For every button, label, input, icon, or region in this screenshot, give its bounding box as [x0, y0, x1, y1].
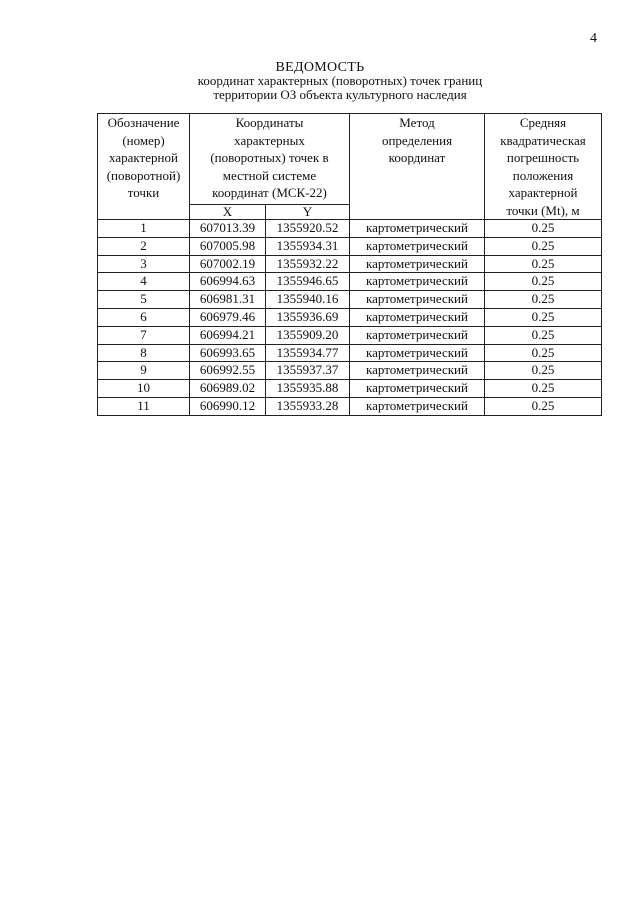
cell-point-number: 11 [98, 397, 190, 415]
cell-y: 1355935.88 [266, 380, 350, 398]
cell-point-number: 5 [98, 291, 190, 309]
cell-method: картометрический [350, 380, 485, 398]
cell-point-number: 7 [98, 326, 190, 344]
cell-x: 606981.31 [190, 291, 266, 309]
document-title: ВЕДОМОСТЬ [275, 60, 365, 75]
header-error-line: Средняя [519, 115, 567, 130]
cell-method: картометрический [350, 255, 485, 273]
cell-method: картометрический [350, 362, 485, 380]
cell-mt: 0.25 [485, 362, 602, 380]
cell-method: картометрический [350, 291, 485, 309]
cell-x: 606989.02 [190, 380, 266, 398]
header-designation-line: (поворотной) [106, 167, 181, 183]
cell-method: картометрический [350, 237, 485, 255]
document-subtitle-line1: координат характерных (поворотных) точек границ [197, 73, 483, 88]
coordinates-table [97, 113, 602, 416]
table-row [98, 220, 602, 238]
cell-x: 606993.65 [190, 344, 266, 362]
cell-x: 606994.63 [190, 273, 266, 291]
cell-x: 606990.12 [190, 397, 266, 415]
cell-method: картометрический [350, 344, 485, 362]
cell-mt: 0.25 [485, 308, 602, 326]
document-subtitle-line2: территории ОЗ объекта культурного наследия [213, 87, 467, 102]
cell-mt: 0.25 [485, 380, 602, 398]
header-coordinates-line: (поворотных) точек в [210, 150, 329, 165]
header-designation-line: точки [127, 185, 160, 200]
cell-x: 606992.55 [190, 362, 266, 380]
header-coordinates-line: координат (МСК-22) [212, 185, 327, 200]
cell-method: картометрический [350, 220, 485, 238]
cell-mt: 0.25 [485, 220, 602, 238]
cell-method: картометрический [350, 326, 485, 344]
table-row [98, 344, 602, 362]
cell-method: картометрический [350, 273, 485, 291]
table-row [98, 237, 602, 255]
cell-y: 1355934.77 [266, 344, 350, 362]
cell-method: картометрический [350, 397, 485, 415]
cell-y: 1355933.28 [266, 397, 350, 415]
header-designation-line: (номер) [122, 132, 165, 148]
cell-point-number: 8 [98, 344, 190, 362]
cell-x: 607005.98 [190, 237, 266, 255]
header-method-line: Метод [399, 115, 435, 130]
table-row [98, 273, 602, 291]
cell-point-number: 1 [98, 220, 190, 238]
table-row [98, 380, 602, 398]
table-row [98, 308, 602, 326]
header-error-line: квадратическая [500, 132, 586, 148]
header-coordinates-line: Координаты [235, 115, 304, 130]
header-designation-line: характерной [109, 150, 178, 165]
cell-mt: 0.25 [485, 255, 602, 273]
header-x: X [190, 205, 266, 220]
cell-mt: 0.25 [485, 397, 602, 415]
header-error-line: погрешность [506, 150, 580, 165]
table-row [98, 397, 602, 415]
header-designation-line: Обозначение [107, 115, 180, 130]
cell-y: 1355920.52 [266, 220, 350, 238]
header-designation [98, 114, 190, 220]
cell-y: 1355940.16 [266, 291, 350, 309]
header-y: Y [266, 205, 350, 220]
cell-x: 607013.39 [190, 220, 266, 238]
header-coordinates [190, 114, 350, 205]
header-method-line: определения [381, 132, 453, 148]
cell-y: 1355946.65 [266, 273, 350, 291]
cell-y: 1355934.31 [266, 237, 350, 255]
cell-point-number: 10 [98, 380, 190, 398]
cell-point-number: 2 [98, 237, 190, 255]
table-row [98, 255, 602, 273]
header-coordinates-line: характерных [234, 132, 305, 148]
cell-y: 1355909.20 [266, 326, 350, 344]
table-row [98, 326, 602, 344]
header-error [485, 114, 602, 220]
cell-y: 1355937.37 [266, 362, 350, 380]
table-row [98, 362, 602, 380]
cell-point-number: 9 [98, 362, 190, 380]
cell-mt: 0.25 [485, 237, 602, 255]
header-error-line: положения [512, 167, 574, 183]
table-row [98, 291, 602, 309]
cell-point-number: 4 [98, 273, 190, 291]
cell-x: 607002.19 [190, 255, 266, 273]
cell-point-number: 6 [98, 308, 190, 326]
cell-mt: 0.25 [485, 326, 602, 344]
cell-method: картометрический [350, 308, 485, 326]
cell-y: 1355932.22 [266, 255, 350, 273]
cell-mt: 0.25 [485, 291, 602, 309]
page-number: 4 [590, 31, 597, 46]
cell-mt: 0.25 [485, 273, 602, 291]
header-method [350, 114, 485, 220]
header-error-line: характерной [508, 185, 578, 200]
cell-mt: 0.25 [485, 344, 602, 362]
cell-x: 606979.46 [190, 308, 266, 326]
header-error-line: точки (Mt), м [506, 202, 580, 218]
header-coordinates-line: местной системе [222, 167, 317, 183]
cell-point-number: 3 [98, 255, 190, 273]
header-method-line: координат [388, 150, 446, 165]
cell-y: 1355936.69 [266, 308, 350, 326]
cell-x: 606994.21 [190, 326, 266, 344]
